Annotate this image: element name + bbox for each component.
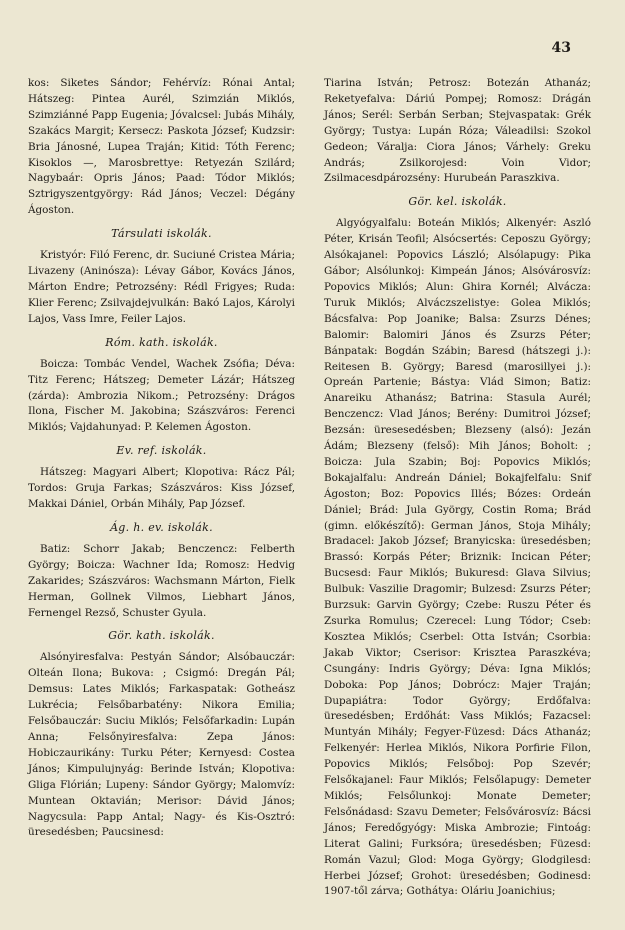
paragraph-rom-kath: Boicza: Tombác Vendel, Wachek Zsófia; Déva: Titz Ferenc; Hátszeg; Demeter Lázár; Hátszeg (zárda): Ambrozia Nikom.; Petrozsény: Drágos Ilona, Fischer M. Jakobina; Szászváros: Ferenci Miklós; Vajdahunyad: P. Kelemen Ágoston. xyxy=(28,357,295,434)
section-heading-tarsulati: Társulati iskolák. xyxy=(111,227,212,241)
page-number: 43 xyxy=(551,40,571,56)
right-column xyxy=(324,76,591,905)
paragraph-ag-h-ev: Batiz: Schorr Jakab; Benczencz: Felberth György; Boicza: Wachner Ida; Romosz: Hedvig Zakarides; Szászváros: Wachsmann Márton, Fielk Herman, Gollnek Vilmos, Liebhart János, Fernengel Rezső, Schuster Gyula. xyxy=(28,542,295,619)
paragraph-tarsulati: Kristyór: Filó Ferenc, dr. Suciuné Cristea Mária; Livazeny (Aninósza): Lévay Gábor, Kovács János, Márton Endre; Petrozsény: Rédl Frigyes; Ruda: Klier Ferenc; Zsilvajdejvulkán: Bakó Lajos, Károlyi Lajos, Vass Imre, Feiler Lajos. xyxy=(28,249,295,325)
section-heading-gor-kel: Gör. kel. iskolák. xyxy=(408,195,507,209)
paragraph-gor-kel: Algyógyalfalu: Boteán Miklós; Alkenyér: Aszló Péter, Krisán Teofil; Alsócsertés: Ceposzu György; Alsókajanel: Popovics László; Alsólapugy: Pika Gábor; Alsólunkoj: Kimpeán János; Alsóvárosvíz: Popovics Miklós; Alun: Ghira Kornél; Alváczа: Turuk Miklós; Alváczszelistye: Golea Miklós; Bácsfalva: Pop Joanike; Balsa: Zsurzs Dénes; Balomir: Balomiri János és Zsurzs Péter; Bánpatak: Bogdán Szábin; Baresd (hátszegi j.): Reitesen B. György; Baresd (marosillyei j.): Opreán Partenie; Bástya: Vlád Simon; Batiz: Anareiku Athanász; Batrina: Stasula Aurél; Benczencz: Vlad János; Berény: Dumitroi József; Bezsán: üresesedésben; Blezseny (alsó): Jezán Ádám; Blezseny (felső): Mih János; Boholt: ; Boicza: Jula Szabin; Boj: Popovics Miklós; Bokajalfalu: Andreán Dániel; Bokajfelfalu: Snif Ágoston; Boz: Popovics Illés; Bózes: Ordeán Dániel; Brád: Jula György, Costin Roma; Brád (gimn. előkészítő): German János, Stoja Mihály; Bradacel: Jakob József; Branyicska: üresedésben; Brassó: Korpás Péter; Briznik: Incican Péter; Bucsesd: Faur Miklós; Bukuresd: Glava Silvius; Bulbuk: Vaszilie Dragomir; Bulzesd: Zsurzs Péter; Burzsuk: Garvin György; Czebe: Ruszu Péter és Zsurka Romulus; Czerecel: Lung Tódor; Cseb: Kosztea Miklós; Cserbel: Otta István; Csorbia: Jakab Viktor; Cserisor: Krisztea Paraszkéva; Csungány: Indris György; Déva: Igna Miklós; Doboka: Pop János; Dobrócz: Majer Traján; Dupapiátra: Todor György; Erdőfalva: üresedésben; Erdőhát: Vass Miklós; Fazacsel: Muntyán Mihály; Fegyer-Füzesd: Dács Athanáz; Felkenyér: Herlea Miklós, Nikora Porfirie Filon, Popovics Miklós; Felsőboj: Pop Szevér; Felsőkajanel: Faur Miklós; Felsőlapugy: Demeter Miklós; Felsőlunkoj: Monate Demeter; Felsőnádasd: Szavu Demeter; Felsővárosvíz: Bácsi János; Feredőgyógy: Miska Ambrozie; Fintoág: Literat Galini; Furksóra; üresedésben; Füzesd: Román Vazul; Glod: Moga György; Glodgilesd: Herbei József; Grohot: üresedésben; Godinesd: 1907-től zárva; Gothátya: Oláriu Joanichius; xyxy=(324,217,591,898)
paragraph-right-1: Tiarina István; Petrosz: Botezán Athanáz; Reketyefalva: Dáriú Pompej; Romosz: Drágán János; Serél: Serbán Serban; Stejvaspatak: Grék György; Tustya: Lupán Róza; Váleadilsi: Szokol Gedeon; Váralja: Ciora János; Várhely: Greku András; Zsilkorojesd: Voin Vidor; Zsilmacesdpározsény: Hurubeán Paraszkiva. xyxy=(324,77,591,185)
section-heading-ev-ref: Ev. ref. iskolák. xyxy=(116,444,207,458)
section-heading-ag-h-ev: Ág. h. ev. iskolák. xyxy=(110,520,213,534)
text-columns xyxy=(28,76,591,905)
paragraph-gor-kath: Alsónyiresfalva: Pestyán Sándor; Alsóbauczár: Olteán Ilona; Bukova: ; Csigmó: Dregán Pál; Demsus: Lates Miklós; Farkaspatak: Gotheász Lukrécia; Felsőbarbatény: Nikora Emilia; Felsőbauczár: Suciu Miklós; Felsőfarkadin: Lupán Anna; Felsőnyiresfalva: Zepa János: Hobiczaurikány: Turku Péter; Kernyesd: Costea János; Kimpulujnyág: Berinde István; Klopotiva: Gliga Flórián; Lupeny: Sándor György; Malomvíz: Muntean Oktavián; Merisor: Dávid János; Nagycsula: Papp Antal; Nagy- és Kis-Osztró: üresedésben; Paucsinesd: xyxy=(28,651,295,839)
section-heading-rom-kath: Róm. kath. iskolák. xyxy=(105,335,218,349)
paragraph-ev-ref: Hátszeg: Magyari Albert; Klopotiva: Rácz Pál; Tordos: Gruja Farkas; Szászváros: Kiss József, Makkai Dániel, Orbán Mihály, Pap József. xyxy=(28,466,295,511)
paragraph-left-1: kos: Siketes Sándor; Fehérvíz: Rónai Antal; Hátszeg: Pintea Aurél, Szimzián Miklós, Szimziánné Papp Eugenia; Jóvalcsel: Jubás Mihály, Szakács Margit; Kersecz: Paskota József; Kudzsir: Bria Jánosné, Lupea Traján; Kitid: Tóth Ferenc; Kisoklos —, Marosbrettye: Retyezán Szilárd; Nagybaár: Opris János; Paad: Tódor Miklós; Sztrigyszentgyörgy: Rád János; Veczel: Dégány Ágoston. xyxy=(28,77,295,217)
left-column xyxy=(28,76,295,905)
section-heading-gor-kath: Gör. kath. iskolák. xyxy=(108,629,215,643)
